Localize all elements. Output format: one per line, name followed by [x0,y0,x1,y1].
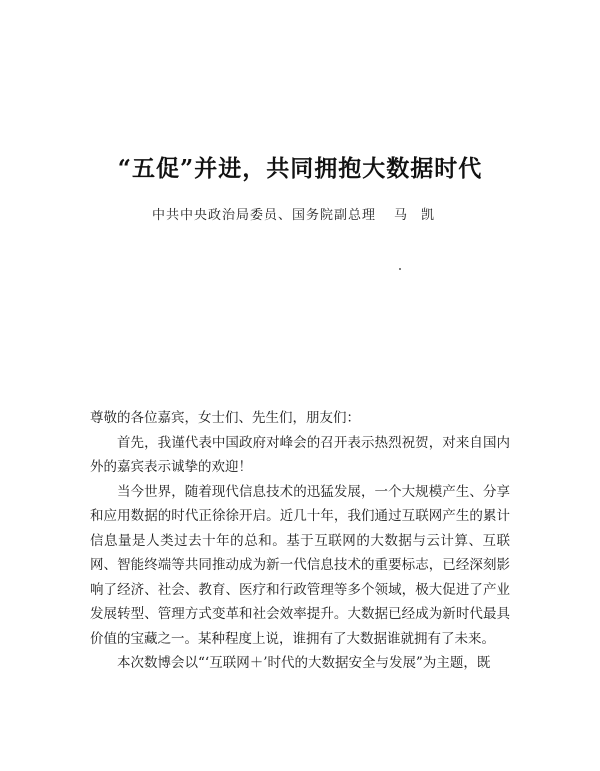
document-body [90,406,510,676]
author-line [0,204,600,223]
author-name: 马凯 [394,208,449,223]
author-role: 中共中央政治局委员、国务院副总理 [151,208,376,223]
scan-dot [399,268,401,270]
paragraph-big-data-era: 当今世界，随着现代信息技术的迅猛发展，一个大规模产生、分享和应用数据的时代正徐徐开启。近几十年，我们通过互联网产生的累计信息量是人类过去十年的总和。基于互联网的大数据与云计算、互联网、智能终端等共同推动成为新一代信息技术的重要标志，已经深刻影响了经济、社会、教育、医疗和行政管理等多个领域，极大促进了产业发展转型、管理方式变革和社会效率提升。大数据已经成为新时代最具价值的宝藏之一。某种程度上说，谁拥有了大数据谁就拥有了未来。 [90,483,510,647]
paragraph-welcome: 首先，我谨代表中国政府对峰会的召开表示热烈祝贺，对来自国内外的嘉宾表示诚挚的欢迎！ [90,434,510,475]
paragraph-theme: 本次数博会以“‘互联网＋’时代的大数据安全与发展”为主题，既 [117,655,491,671]
document-title: “五促”并进，共同拥抱大数据时代 [117,155,483,182]
greeting: 尊敬的各位嘉宾，女士们、先生们，朋友们： [90,410,360,426]
